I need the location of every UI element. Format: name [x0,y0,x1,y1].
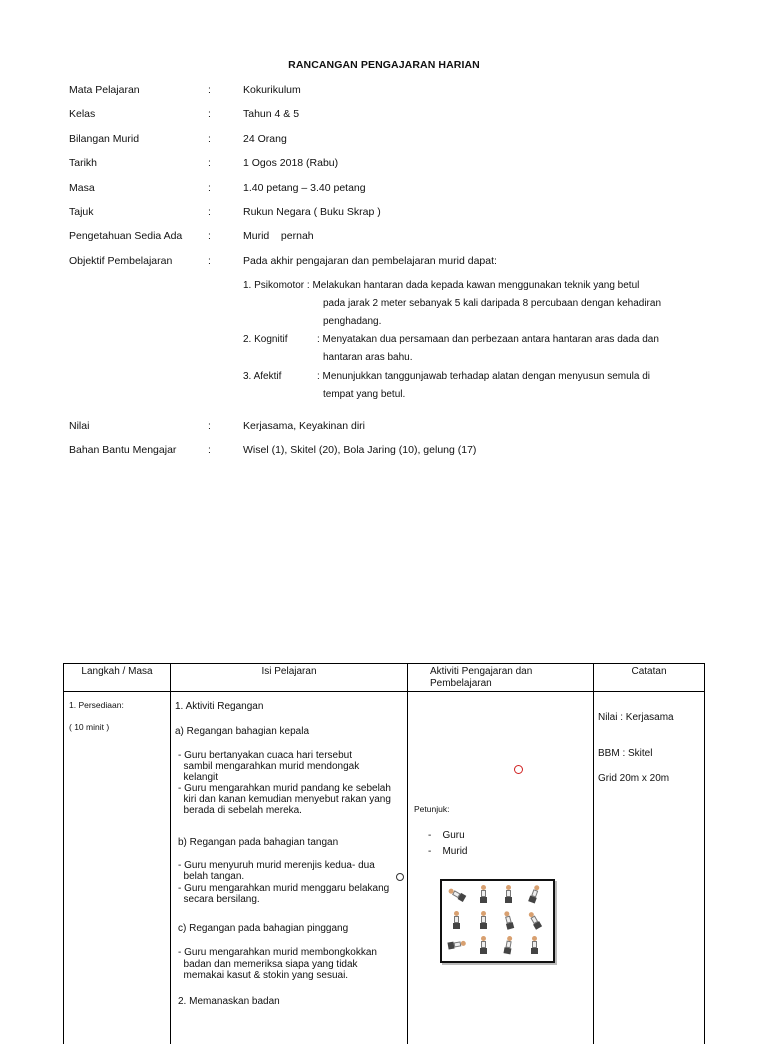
isi-line: 1. Aktiviti Regangan [175,701,264,712]
bullet-dash: - [428,846,432,857]
info-colon: : [208,133,211,145]
header-divider [64,691,705,692]
catatan-bbm: BBM : Skitel [598,748,653,759]
objective-afektif-label: 3. Afektif [243,371,282,382]
info-label: Bilangan Murid [69,133,140,145]
objective-psikomotor-line2: pada jarak 2 meter sebanyak 5 kali daripada 8 percubaan dengan kehadiran [323,298,662,309]
info-colon: : [208,182,211,194]
isi-line: kelangit [178,772,219,783]
isi-line: memakai kasut & stokin yang sesuai. [178,970,349,981]
document-title: RANCANGAN PENGAJARAN HARIAN [288,59,480,71]
info-label: Objektif Pembelajaran [69,255,173,267]
info-label: Kelas [69,108,96,120]
catatan-nilai: Nilai : Kerjasama [598,712,674,723]
objective-afektif-line2: tempat yang betul. [323,389,406,400]
info-value: Tahun 4 & 5 [243,108,300,120]
objective-kognitif: : Menyatakan dua persamaan dan perbezaan antara hantaran aras dada dan [317,334,659,345]
isi-line: - Guru menyuruh murid merenjis kedua- dua [178,860,375,871]
info-value: Wisel (1), Skitel (20), Bola Jaring (10), gelung (17) [243,444,477,456]
isi-line: b) Regangan pada bahagian tangan [178,837,339,848]
langkah-step: 1. Persediaan: [69,700,124,710]
lesson-table [63,663,705,1044]
isi-line: badan dan memeriksa siapa yang tidak [178,959,358,970]
stretch-figure [498,909,520,931]
stretch-figure [523,908,548,933]
header-catatan: Catatan [631,666,667,677]
info-colon: : [208,108,211,120]
objective-psikomotor: 1. Psikomotor : Melakukan hantaran dada kepada kawan menggunakan teknik yang betul [243,280,640,291]
stretch-figure [475,936,493,954]
info-colon: : [208,444,211,456]
column-divider [170,664,171,1044]
isi-line: - Guru mengarahkan murid pandang ke sebelah [178,783,391,794]
isi-line: kiri dan kanan kemudian menyebut rakan yang [178,794,391,805]
column-divider [704,664,705,1044]
isi-line: belah tangan. [178,871,245,882]
aktiviti-guru-item [428,830,465,842]
info-value: Pada akhir pengajaran dan pembelajaran murid dapat: [243,255,497,267]
stretch-figure [475,911,493,929]
info-colon: : [208,157,211,169]
column-divider [593,664,594,1044]
header-aktiviti-line2: Pembelajaran [430,678,492,689]
isi-line: - Guru bertanyakan cuaca hari tersebut [178,750,352,761]
smiley-icon [396,873,404,881]
info-label: Tajuk [69,206,94,218]
info-colon: : [208,84,211,96]
info-colon: : [208,230,211,242]
info-label: Bahan Bantu Mengajar [69,444,177,456]
isi-line: c) Regangan pada bahagian pinggang [178,923,349,934]
stretch-figure [475,885,493,903]
isi-line: a) Regangan bahagian kepala [175,726,309,737]
stretch-figure [523,882,546,905]
info-colon: : [208,255,211,267]
info-value: 24 Orang [243,133,287,145]
column-divider [407,664,408,1044]
header-isi: Isi Pelajaran [261,666,317,677]
info-value: Rukun Negara ( Buku Skrap ) [243,206,381,218]
aktiviti-murid: Murid [442,846,468,857]
stretch-figure [499,935,520,956]
objective-afektif: : Menunjukkan tanggunjawab terhadap alatan dengan menyusun semula di [317,371,651,382]
info-label: Nilai [69,420,90,432]
langkah-time: ( 10 minit ) [69,722,110,732]
objective-psikomotor-line3: penghadang. [323,316,382,327]
info-label: Tarikh [69,157,98,169]
stretch-figure [448,911,466,929]
info-colon: : [208,206,211,218]
info-value: Kerjasama, Keyakinan diri [243,420,365,432]
aktiviti-guru: Guru [442,830,465,841]
header-aktiviti-line1: Aktiviti Pengajaran dan [430,666,533,677]
info-value: Murid pernah [243,230,314,242]
isi-line: - Guru mengarahkan murid menggaru belakang [178,883,390,894]
isi-line: 2. Memanaskan badan [178,996,280,1007]
info-label: Pengetahuan Sedia Ada [69,230,183,242]
info-colon: : [208,420,211,432]
objective-kognitif-label: 2. Kognitif [243,334,288,345]
info-value: Kokurikulum [243,84,301,96]
header-aktiviti [430,666,532,690]
info-label: Mata Pelajaran [69,84,140,96]
isi-line: secara bersilang. [178,894,260,905]
catatan-grid: Grid 20m x 20m [598,773,670,784]
stretch-figure [445,882,470,907]
isi-line: - Guru mengarahkan murid membongkokkan [178,947,377,958]
objective-kognitif-line2: hantaran aras bahu. [323,352,413,363]
smiley-icon [514,765,523,774]
header-langkah: Langkah / Masa [81,666,153,677]
aktiviti-murid-item [428,846,467,858]
isi-line: sambil mengarahkan murid mendongak [178,761,360,772]
stretch-figure [447,935,468,956]
stretching-exercises-image [440,879,555,963]
stretch-figure [500,885,518,903]
stretch-figure [526,936,544,954]
info-value: 1 Ogos 2018 (Rabu) [243,157,339,169]
info-label: Masa [69,182,95,194]
bullet-dash: - [428,830,432,841]
aktiviti-petunjuk: Petunjuk: [414,804,450,814]
isi-line: berada di sebelah mereka. [178,805,302,816]
info-value: 1.40 petang – 3.40 petang [243,182,366,194]
